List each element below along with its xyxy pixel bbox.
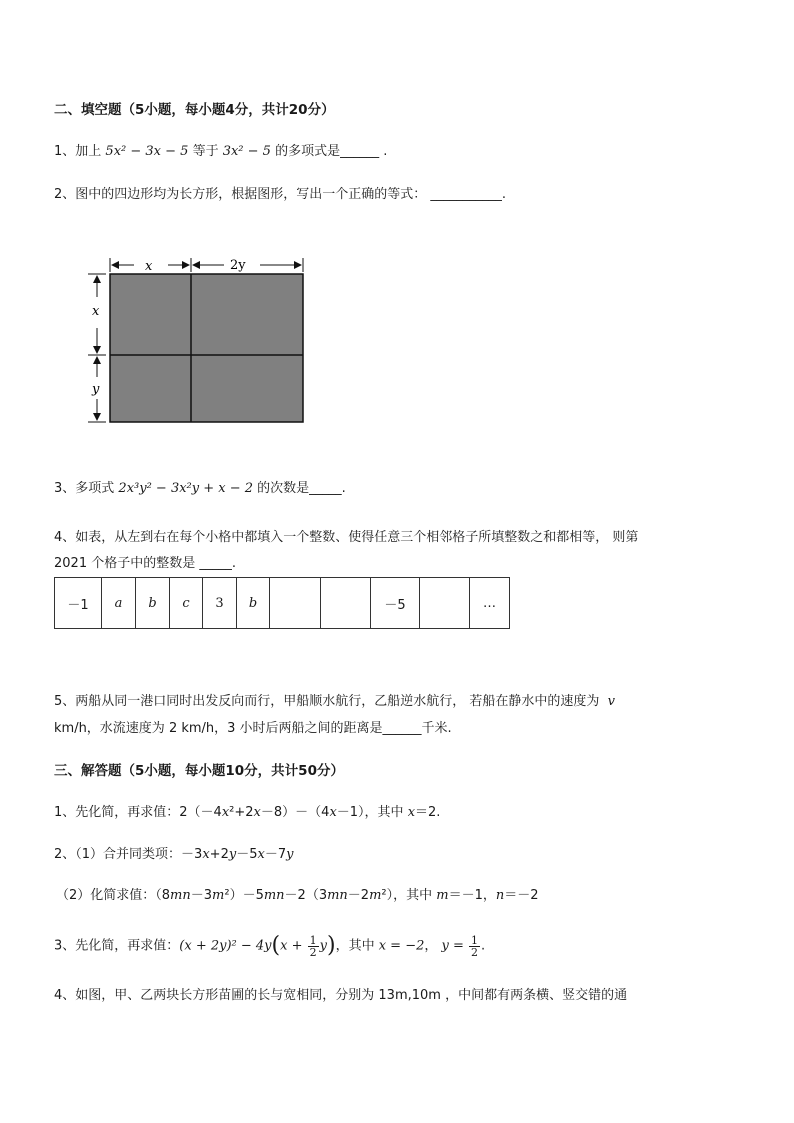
table-cell bbox=[270, 578, 321, 629]
question-text: 2、（1）合并同类项：－3 bbox=[54, 847, 203, 862]
math-variable: x bbox=[253, 805, 261, 820]
solve-question-2-part-1 bbox=[54, 846, 293, 864]
label-y-side: y bbox=[92, 382, 100, 397]
table-cell: －1 bbox=[55, 578, 102, 629]
math-expression: x = −2 bbox=[378, 938, 425, 954]
math-variable: x bbox=[407, 805, 416, 820]
paren-close: ) bbox=[326, 933, 336, 958]
question-text: 加上 bbox=[75, 144, 106, 159]
question-text: 等于 bbox=[188, 144, 223, 159]
rectangle-figure bbox=[84, 252, 314, 430]
table-cell: 3 bbox=[203, 578, 237, 629]
fraction-numerator: 1 bbox=[471, 933, 479, 947]
question-text: －5 bbox=[236, 847, 258, 862]
question-text: 的多项式是______ . bbox=[270, 144, 388, 159]
table-row bbox=[55, 578, 510, 629]
question-text: 3、先化简，再求值： bbox=[54, 938, 180, 954]
fraction-numerator: 1 bbox=[309, 933, 317, 947]
math-variable: mn bbox=[263, 888, 285, 903]
fraction-denominator: 2 bbox=[309, 945, 317, 959]
math-variable: x bbox=[257, 847, 265, 862]
question-text: －7 bbox=[264, 847, 287, 862]
math-variable: mn bbox=[170, 888, 191, 903]
math-expression: (x + 2y)² − 4y bbox=[179, 938, 272, 954]
question-number: 1、 bbox=[54, 144, 76, 159]
math-variable: m bbox=[212, 888, 225, 903]
table-cell: … bbox=[470, 578, 510, 629]
math-variable: mn bbox=[327, 888, 348, 903]
question-5-line-1 bbox=[54, 693, 615, 711]
question-text: . bbox=[481, 938, 486, 954]
math-variable: m bbox=[369, 888, 382, 903]
question-1 bbox=[54, 143, 387, 161]
question-2: 2、图中的四边形均为长方形，根据图形，写出一个正确的等式： ___________. bbox=[54, 187, 507, 202]
math-variable: y bbox=[228, 847, 237, 862]
math-variable: n bbox=[495, 888, 505, 903]
question-text: ＝－1， bbox=[448, 888, 496, 903]
question-text: ，其中 bbox=[335, 938, 379, 954]
table-cell: a bbox=[102, 578, 136, 629]
fraction-half bbox=[469, 935, 480, 958]
paren-open: ( bbox=[271, 933, 281, 958]
solve-question-1 bbox=[54, 804, 440, 822]
section-heading-fill-in: 二、填空题（5小题，每小题4分，共计20分） bbox=[54, 102, 335, 118]
outer-rectangle bbox=[110, 274, 303, 422]
solve-question-3 bbox=[54, 934, 485, 959]
question-text: ， bbox=[424, 938, 442, 954]
math-expression: 2x³y² − 3x²y + x − 2 bbox=[118, 481, 254, 496]
math-variable: x bbox=[221, 805, 230, 820]
question-text: ＝2. bbox=[415, 805, 441, 820]
fraction-denominator: 2 bbox=[471, 945, 479, 959]
question-text: ²），其中 bbox=[381, 888, 437, 903]
question-4-line-1: 4、如表，从左到右在每个小格中都填入一个整数、使得任意三个相邻格子所填整数之和都相等， 则第 bbox=[54, 530, 639, 545]
math-variable: y bbox=[286, 847, 294, 862]
math-expression: 5x² − 3x − 5 bbox=[105, 144, 189, 159]
math-variable: m bbox=[436, 888, 449, 903]
question-text: ＝－2 bbox=[504, 888, 539, 903]
question-3 bbox=[54, 480, 346, 498]
question-text: －3 bbox=[190, 888, 213, 903]
question-text: ²+2 bbox=[229, 805, 254, 820]
table-cell bbox=[420, 578, 470, 629]
table-cell: b bbox=[136, 578, 170, 629]
question-text: 5、两船从同一港口同时出发反向而行，甲船顺水航行，乙船逆水航行， 若船在静水中的速度为 bbox=[54, 694, 600, 709]
question-text: （2）化简求值：（8 bbox=[56, 888, 171, 903]
question-text: －2（3 bbox=[284, 888, 328, 903]
question-text: 多项式 bbox=[75, 481, 119, 496]
math-variable: x bbox=[202, 847, 210, 862]
question-text: －8）－（4 bbox=[260, 805, 330, 820]
math-variable: x bbox=[329, 805, 337, 820]
table-cell: b bbox=[237, 578, 270, 629]
math-variable: v bbox=[607, 694, 616, 709]
fraction-half bbox=[308, 935, 319, 958]
table-cell bbox=[321, 578, 371, 629]
question-number: 3、 bbox=[54, 481, 76, 496]
question-4-line-2: 2021 个格子中的整数是 _____. bbox=[54, 556, 236, 571]
solve-question-4: 4、如图，甲、乙两块长方形苗圃的长与宽相同，分别为 13m,10m ，中间都有两条横、竖交错的通 bbox=[54, 988, 628, 1003]
math-expression: 3x² − 5 bbox=[222, 144, 271, 159]
question-text: +2 bbox=[209, 847, 229, 862]
section-heading-solve: 三、解答题（5小题，每小题10分，共计50分） bbox=[54, 763, 344, 779]
question-text: －2 bbox=[347, 888, 370, 903]
label-x-top: x bbox=[145, 259, 153, 274]
question-5-line-2: km/h，水流速度为 2 km/h，3 小时后两船之间的距离是______千米. bbox=[54, 721, 452, 736]
table-cell: c bbox=[170, 578, 203, 629]
question-text: －1），其中 bbox=[336, 805, 408, 820]
label-x-side: x bbox=[92, 304, 100, 319]
question-text: 的次数是_____. bbox=[253, 481, 346, 496]
solve-question-2-part-2 bbox=[56, 887, 539, 905]
math-expression: y = bbox=[441, 938, 469, 954]
label-2y: 2y bbox=[230, 258, 246, 273]
math-expression: x + bbox=[280, 938, 307, 954]
math-variable: y bbox=[319, 938, 327, 954]
question-text: 1、先化简，再求值：2（－4 bbox=[54, 805, 222, 820]
table-cell: －5 bbox=[371, 578, 420, 629]
question-text: ²）－5 bbox=[224, 888, 264, 903]
sequence-table bbox=[54, 577, 510, 629]
